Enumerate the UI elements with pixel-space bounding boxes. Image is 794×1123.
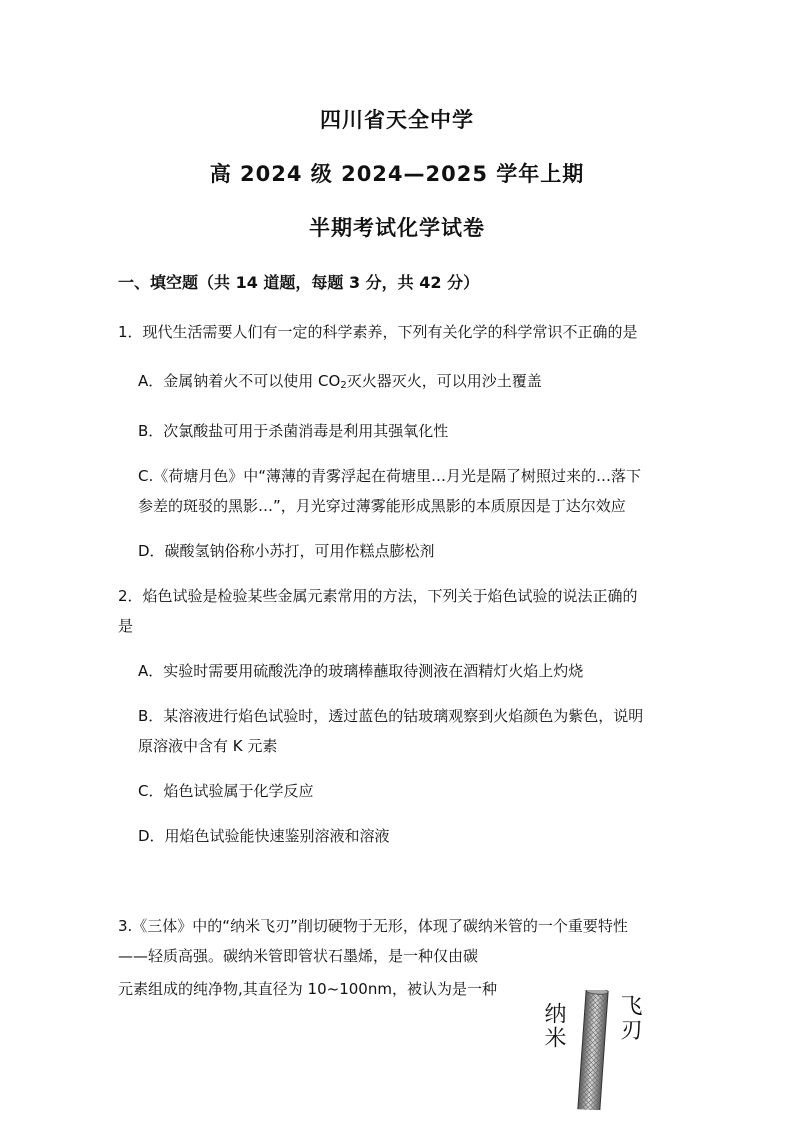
question-1-option-b: B．次氯酸盐可用于杀菌消毒是利用其强氧化性	[138, 422, 449, 440]
carbon-nanotube-icon	[532, 990, 652, 1110]
nanotube-figure	[532, 990, 652, 1110]
question-3-line2: ——轻质高强。碳纳米管即管状石墨烯，是一种仅由碳	[118, 947, 479, 965]
question-2-stem-line2: 是	[118, 617, 134, 635]
question-1-option-c-line2: 参差的斑驳的黑影…”，月光穿过薄雾能形成黑影的本质原因是丁达尔效应	[138, 497, 626, 515]
option-a-text-rest: 灭火器灭火，可以用沙土覆盖	[346, 372, 542, 390]
figure-label-blade: 飞刃	[617, 994, 642, 1042]
section-heading: 一、填空题（共 14 道题，每题 3 分，共 42 分）	[118, 273, 480, 292]
question-2-option-a: A．实验时需要用硫酸洗净的玻璃棒蘸取待测液在酒精灯火焰上灼烧	[138, 662, 584, 680]
term-title: 高 2024 级 2024—2025 学年上期	[209, 162, 585, 186]
question-2-stem-line1: 2．焰色试验是检验某些金属元素常用的方法，下列关于焰色试验的说法正确的	[118, 587, 638, 605]
question-1-option-c-line1: C.《荷塘月色》中“薄薄的青雾浮起在荷塘里…月光是隔了树照过来的…落下	[138, 467, 642, 485]
question-2-option-b-line1: B．某溶液进行焰色试验时，透过蓝色的钴玻璃观察到火焰颜色为紫色，说明	[138, 707, 644, 725]
question-3-line1: 3.《三体》中的“纳米飞刃”削切硬物于无形，体现了碳纳米管的一个重要特性	[118, 917, 628, 935]
school-title: 四川省天全中学	[320, 108, 474, 132]
question-3-line3: 元素组成的纯净物,其直径为 10~100nm，被认为是一种	[118, 980, 497, 998]
question-1-option-d: D．碳酸氢钠俗称小苏打，可用作糕点膨松剂	[138, 542, 435, 560]
question-1-stem: 1．现代生活需要人们有一定的科学素养，下列有关化学的科学常识不正确的是	[118, 323, 638, 341]
figure-label-nano: 纳米	[541, 1002, 566, 1050]
question-1-option-a	[138, 366, 678, 401]
question-2-option-c: C．焰色试验属于化学反应	[138, 782, 314, 800]
question-2-option-d: D．用焰色试验能快速鉴别溶液和溶液	[138, 827, 390, 845]
co2-subscript: 2	[340, 380, 347, 391]
question-2-option-b-line2: 原溶液中含有 K 元素	[138, 737, 278, 755]
exam-title: 半期考试化学试卷	[309, 216, 485, 240]
option-a-text: A．金属钠着火不可以使用 CO	[138, 372, 341, 390]
